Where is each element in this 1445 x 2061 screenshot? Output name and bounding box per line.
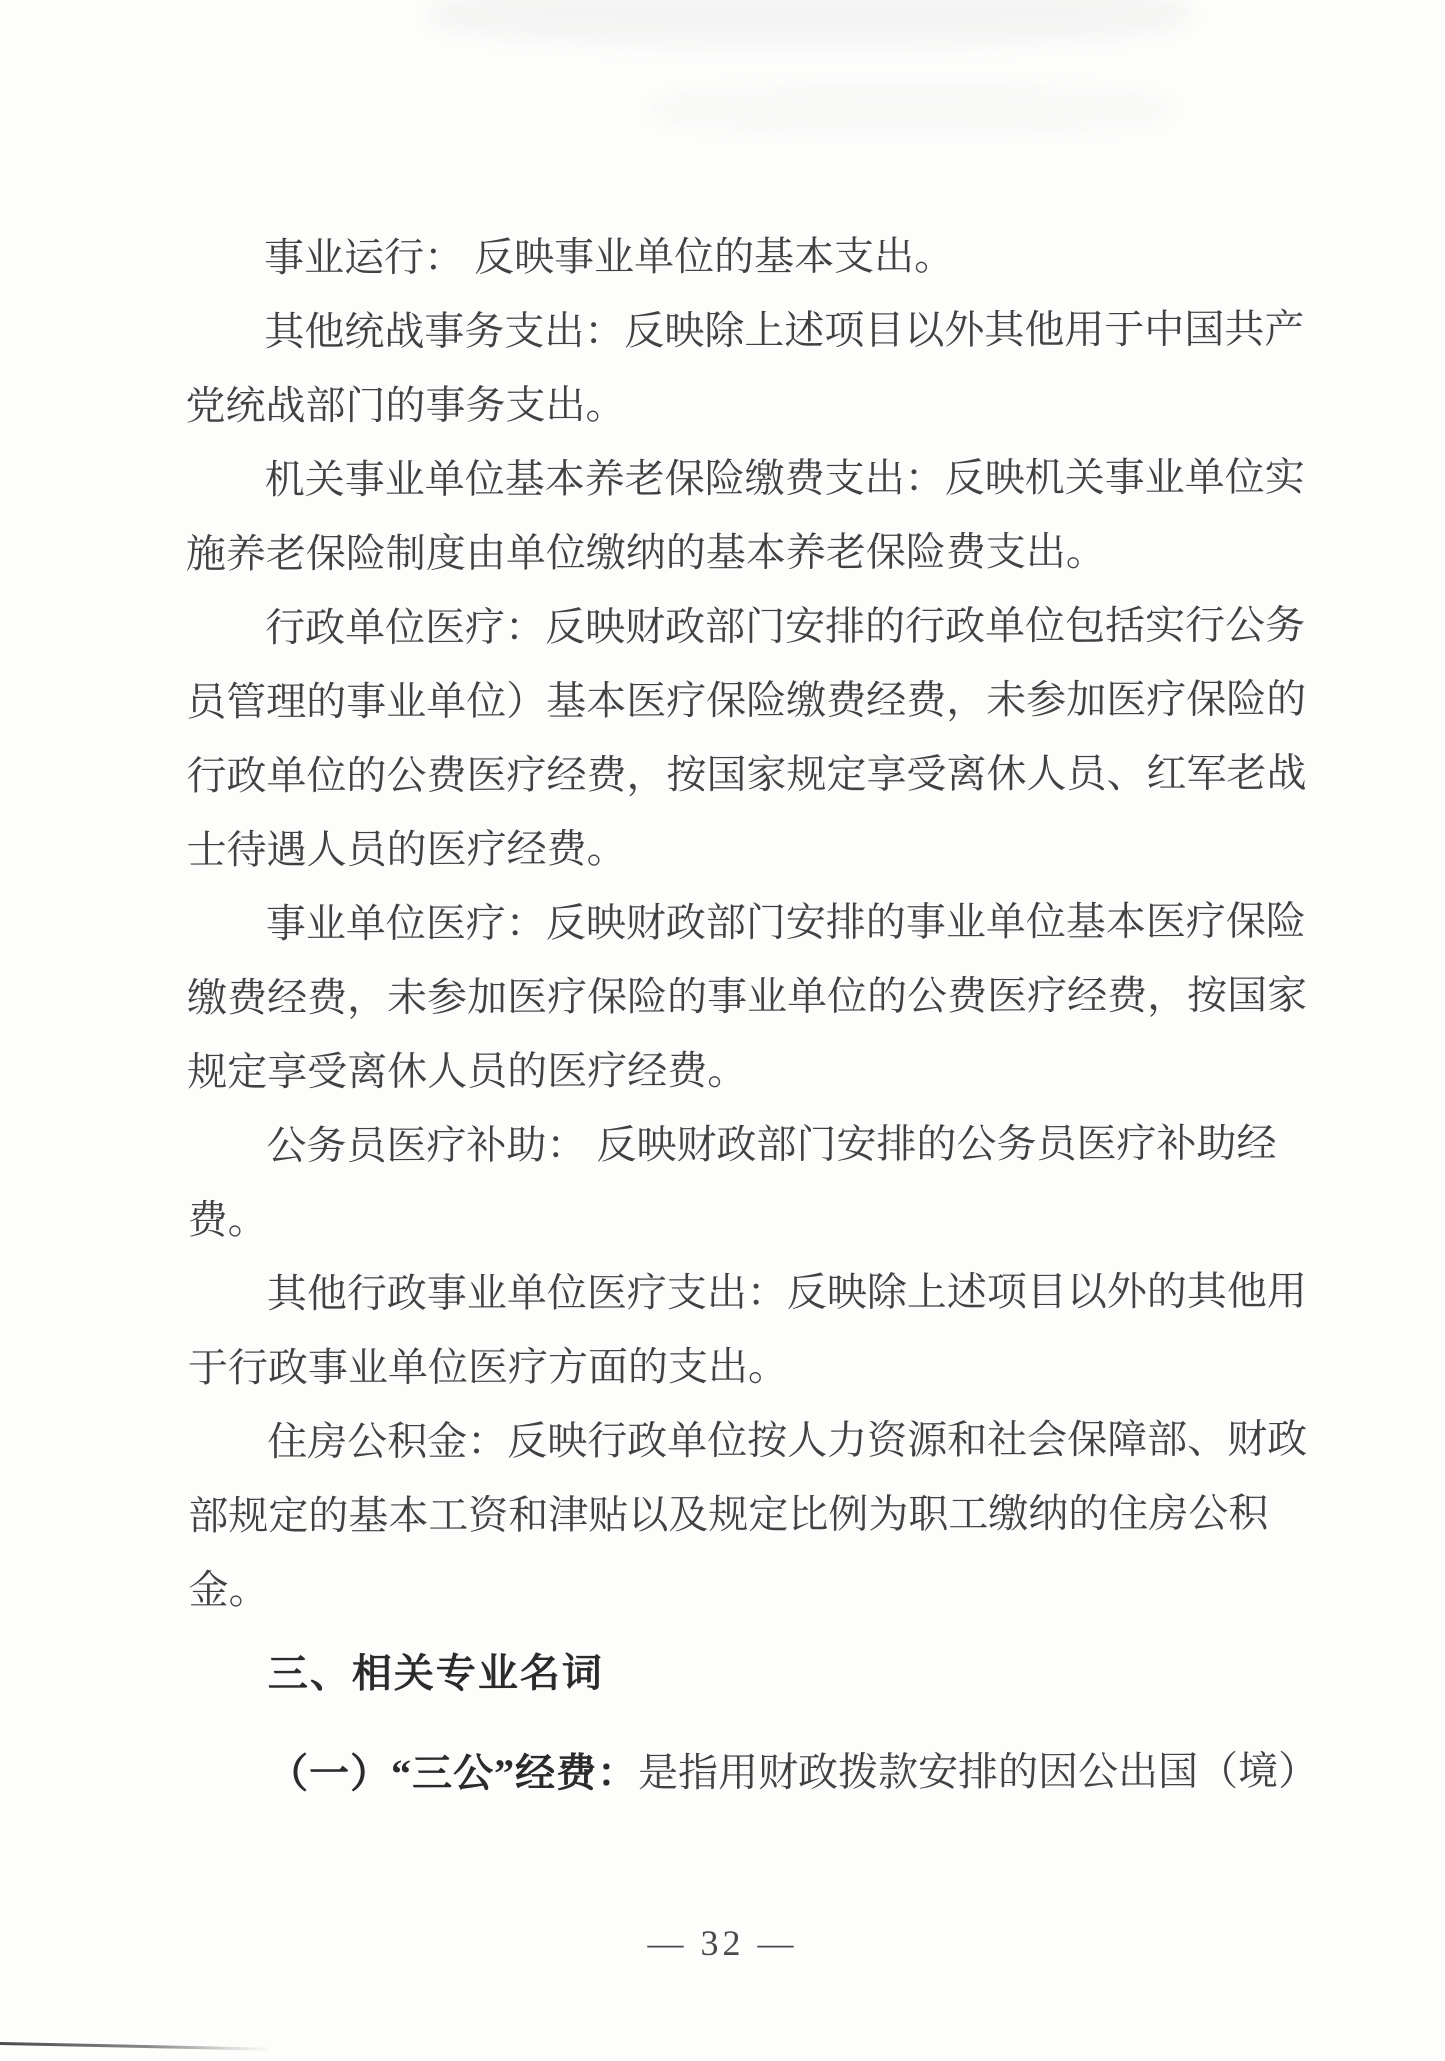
text-line: 公务员医疗补助： 反映财政部门安排的公务员医疗补助经: [266, 1120, 1277, 1169]
document-body: [185, 219, 1329, 1812]
text-line: 党统战部门的事务支出。: [185, 382, 626, 429]
text-line: 住房公积金：反映行政单位按人力资源和社会保障部、财政: [267, 1416, 1308, 1465]
text-line: 缴费经费，未参加医疗保险的事业单位的公费医疗经费，按国家: [186, 972, 1308, 1021]
text-line: 规定享受离休人员的医疗经费。: [187, 1048, 748, 1095]
text-line: 员管理的事业单位）基本医疗保险缴费经费，未参加医疗保险的: [186, 676, 1307, 725]
section-heading: 三、相关专业名词: [267, 1650, 604, 1697]
text-line: 士待遇人员的医疗经费。: [186, 826, 627, 873]
text-line: 行政单位医疗：反映财政部门安排的行政单位包括实行公务: [265, 602, 1306, 651]
term-description: 是指用财政拨款安排的因公出国（境）: [638, 1748, 1319, 1796]
scan-bleedthrough-artifact: [430, 0, 1190, 46]
term-name: （一）“三公”经费：: [268, 1750, 639, 1797]
text-line: 金。: [188, 1567, 269, 1613]
scan-bleedthrough-artifact: [650, 86, 1170, 132]
page-number: — 32 —: [647, 1923, 798, 1963]
text-line: 事业运行： 反映事业单位的基本支出。: [264, 233, 955, 281]
text-line: 于行政事业单位医疗方面的支出。: [187, 1343, 789, 1391]
term-definition-line: [189, 1735, 1329, 1812]
text-line: 其他行政事业单位医疗支出：反映除上述项目以外的其他用: [266, 1268, 1307, 1317]
text-line: 部规定的基本工资和津贴以及规定比例为职工缴纳的住房公积: [188, 1490, 1269, 1539]
scan-line-artifact: [0, 2042, 272, 2051]
text-line: 费。: [187, 1197, 268, 1243]
text-line: 行政单位的公费医疗经费，按国家规定享受离休人员、红军老战: [186, 750, 1307, 799]
text-line: 机关事业单位基本养老保险缴费支出：反映机关事业单位实: [264, 454, 1305, 503]
text-line: 其他统战事务支出：反映除上述项目以外其他用于中国共产: [264, 306, 1305, 355]
text-line: 施养老保险制度由单位缴纳的基本养老保险费支出。: [185, 529, 1106, 577]
text-line: 事业单位医疗：反映财政部门安排的事业单位基本医疗保险: [265, 898, 1306, 947]
